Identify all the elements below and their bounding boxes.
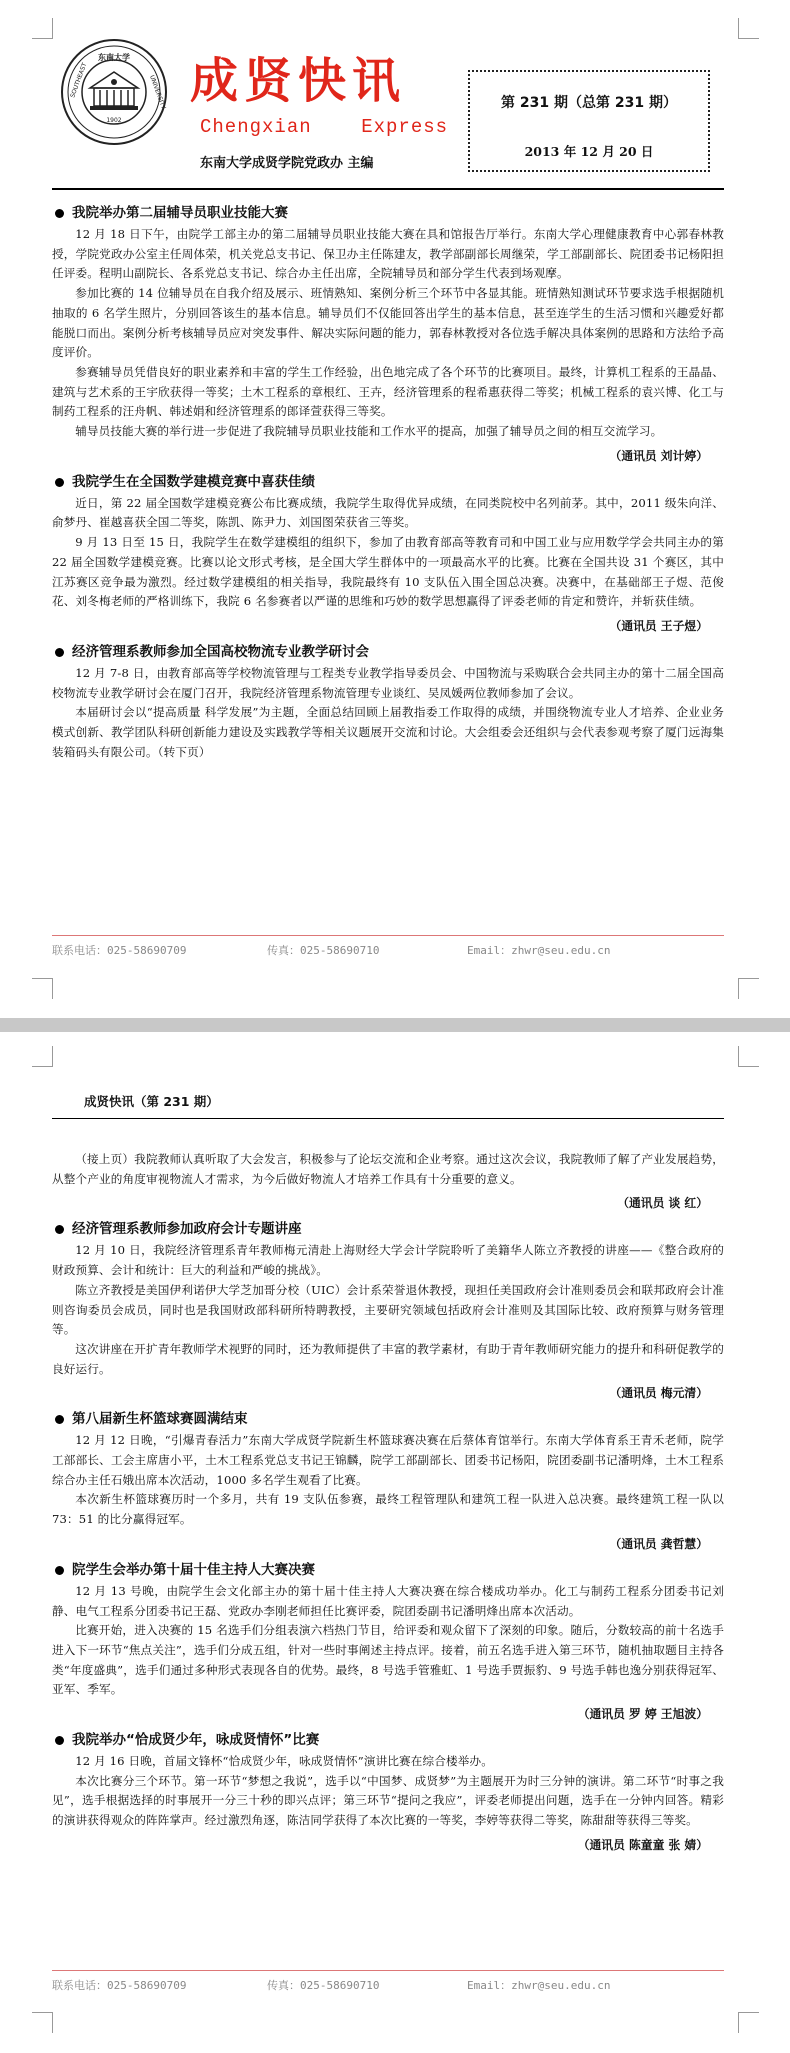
article-byline: （通讯员 刘计婷）: [609, 448, 708, 463]
article-byline: （通讯员 陈童童 张 婧）: [577, 1837, 708, 1852]
svg-text:东南大学: 东南大学: [98, 52, 130, 62]
article-paragraph: 本次新生杯篮球赛历时一个多月，共有 19 支队伍参赛，最终工程管理队和建筑工程一队进入总决赛。最终建筑工程一队以 73：51 的比分赢得冠军。: [52, 1492, 724, 1527]
bullet-icon: [55, 648, 64, 657]
article: [52, 1560, 724, 1725]
footer-rule: [52, 935, 724, 936]
article-paragraph: 12 月 16 日晚，首届文锋杯“恰成贤少年，咏成贤情怀”演讲比赛在综合楼举办。: [75, 1754, 494, 1769]
masthead-rule: [52, 188, 724, 190]
article-title: 我院举办“恰成贤少年，咏成贤情怀”比赛: [52, 1730, 724, 1751]
footer-phone: 联系电话：025-58690709: [52, 944, 187, 957]
article-paragraph: 参赛辅导员凭借良好的职业素养和丰富的学生工作经验，出色地完成了各个环节的比赛项目。最终，计算机工程系的王晶晶、建筑与艺术系的王宇欣获得一等奖；土木工程系的章根红、王卉，经济管理系的程希惠获得二等奖；机械工程系的袁兴博、化工与制药工程系的汪舟帆、韩述娟和经济管理系的郎译萱获得三等奖。: [52, 364, 724, 419]
footer-email: Email：zhwr@seu.edu.cn: [467, 1979, 611, 1992]
svg-text:UNIVERSITY: UNIVERSITY: [148, 74, 167, 111]
footer-fax: 传真：025-58690710: [267, 944, 380, 957]
issue-date: 2013 年 12 月 20 日: [524, 144, 654, 159]
crop-mark: [738, 978, 759, 999]
crop-mark: [738, 18, 759, 39]
article: [52, 1730, 724, 1856]
bullet-icon: [55, 1225, 64, 1234]
editor-dept: 东南大学成贤学院党政办 主编: [200, 156, 374, 171]
bullet-icon: [55, 478, 64, 487]
footer-phone: 联系电话：025-58690709: [52, 1979, 187, 1992]
article: [52, 642, 724, 763]
page-2: [0, 1032, 790, 2053]
article-title: 院学生会举办第十届十佳主持人大赛决赛: [52, 1560, 724, 1581]
article: [52, 203, 724, 467]
article-paragraph: 近日，第 22 届全国数学建模竞赛公布比赛成绩，我院学生取得优异成绩，在同类院校中名列前茅。其中，2011 级朱向洋、俞梦丹、崔越喜获全国二等奖，陈凯、陈尹力、刘国图荣获省三等奖。: [52, 495, 724, 530]
article-title: 第八届新生杯篮球赛圆满结束: [52, 1409, 724, 1430]
header-rule: [52, 1118, 724, 1119]
issue-box: [468, 70, 710, 172]
footer-fax: 传真：025-58690710: [267, 1979, 380, 1992]
article: [52, 472, 724, 637]
article-paragraph: 12 月 7-8 日，由教育部高等学校物流管理与工程类专业教学指导委员会、中国物流与采购联合会共同主办的第十二届全国高校物流专业教学研讨会在厦门召开，我院经济管理系物流管理专业谈红、吴凤媛两位教师参加了会议。: [52, 665, 724, 700]
article-title: 我院学生在全国数学建模竞赛中喜获佳绩: [52, 472, 724, 493]
article-continued: [52, 1150, 724, 1214]
article-paragraph: 本次比赛分三个环节。第一环节“梦想之我说”，选手以“中国梦、成贤梦”为主题展开为时三分钟的演讲。第二环节“时事之我见”，选手根据选择的时事展开一分三十秒的即兴点评；第三环节“提问之我应”，评委老师提出问题，选手在一分钟内回答。精彩的演讲获得观众的阵阵掌声。经过激烈角逐，陈洁同学获得了本次比赛的一等奖，李婷等获得二等奖，陈甜甜等获得三等奖。: [52, 1773, 724, 1828]
article-paragraph: 比赛开始，进入决赛的 15 名选手们分组表演六档热门节目，给评委和观众留下了深刻的印象。随后，分数较高的前十名选手进入下一环节“焦点关注”，选手们分成五组，针对一些时事阐述主持点评。接着，前五名选手进入第三环节，随机抽取题目主持各类“年度盛典”，选手们通过多种形式表现各自的优势。最终，8 号选手管雅虹、1 号选手贾振豹、9 号选手韩也逸分别获得冠军、亚军、季军。: [52, 1623, 724, 1697]
bullet-icon: [55, 1415, 64, 1424]
article-byline: （通讯员 罗 婷 王旭波）: [577, 1707, 708, 1722]
crop-mark: [32, 978, 53, 999]
svg-text:SOUTHEAST: SOUTHEAST: [69, 62, 89, 99]
footer-rule: [52, 1970, 724, 1971]
article: [52, 1219, 724, 1404]
bullet-icon: [55, 1736, 64, 1745]
article-paragraph: （接上页）我院教师认真听取了大会发言，积极参与了论坛交流和企业考察。通过这次会议，我院教师了解了产业发展趋势，从整个产业的角度审视物流人才需求，为今后做好物流人才培养工作具有十分重要的意义。: [52, 1152, 724, 1186]
article-byline: （通讯员 谈 红）: [617, 1196, 708, 1211]
article-title: 我院举办第二届辅导员职业技能大赛: [52, 203, 724, 224]
article-paragraph: 这次讲座在开扩青年教师学术视野的同时，还为教师提供了丰富的教学素材，有助于青年教师研究能力的提升和科研促教学的良好运行。: [52, 1341, 724, 1376]
page-1: [0, 0, 790, 1018]
bullet-icon: [55, 209, 64, 218]
svg-text:1902: 1902: [106, 117, 122, 124]
article: [52, 1409, 724, 1555]
bullet-icon: [55, 1566, 64, 1575]
article-paragraph: 参加比赛的 14 位辅导员在自我介绍及展示、班情熟知、案例分析三个环节中各显其能。班情熟知测试环节要求选手根据随机抽取的 6 名学生照片，分别回答该生的基本信息。辅导员们不仅能回答出学生的基本信息，甚至连学生的生活习惯和兴趣爱好都能脱口而出。案例分析考核辅导员应对突发事件、解决实际问题的能力，郭春林教授对各位选手解决具体案例的思路和方法给予高度评价。: [52, 286, 724, 360]
page-2-content: [52, 1150, 724, 1860]
crop-mark: [738, 1046, 759, 1067]
university-seal-logo: [60, 38, 168, 146]
article-title: 经济管理系教师参加全国高校物流专业教学研讨会: [52, 642, 724, 663]
article-paragraph: 陈立齐教授是美国伊利诺伊大学芝加哥分校（UIC）会计系荣誉退休教授，现担任美国政府会计准则委员会和联邦政府会计准则咨询委员会成员，同时也是我国财政部科研所特聘教授，主要研究领域包括政府会计准则及其国际比较、政府预算与财务管理等。: [52, 1282, 724, 1337]
article-byline: （通讯员 王子煜）: [609, 618, 708, 633]
newsletter-title: 成贤快讯: [190, 53, 407, 109]
article-byline: （通讯员 龚哲慧）: [609, 1536, 708, 1551]
running-header: 成贤快讯（第 231 期）: [84, 1094, 219, 1109]
article-byline: （通讯员 梅元清）: [609, 1386, 708, 1401]
page-footer: [52, 935, 724, 958]
footer-email: Email：zhwr@seu.edu.cn: [467, 944, 611, 957]
article-paragraph: 12 月 13 号晚，由院学生会文化部主办的第十届十佳主持人大赛决赛在综合楼成功举办。化工与制药工程系分团委书记刘静、电气工程系分团委书记王磊、党政办李刚老师担任比赛评委，院团委副书记潘明烽出席本次活动。: [52, 1583, 724, 1618]
crop-mark: [32, 2012, 53, 2033]
crop-mark: [32, 1046, 53, 1067]
article-paragraph: 辅导员技能大赛的举行进一步促进了我院辅导员职业技能和工作水平的提高，加强了辅导员之间的相互交流学习。: [75, 424, 663, 439]
page-footer: [52, 1970, 724, 1993]
article-paragraph: 9 月 13 日至 15 日，我院学生在数学建模组的组织下，参加了由教育部高等教育司和中国工业与应用数学学会共同主办的第 22 届全国数学建模竞赛。比赛以论文形式考核，是全国大学生群体中的一项最高水平的比赛。比赛在全国共设 31 个赛区，其中江苏赛区竞争最为激烈。经过数学建模组的相关指导，我院最终有 10 支队伍入围全国总决赛。决赛中，在基础部王子煜、范俊花、刘冬梅老师的严格训练下，我院 6 名参赛者以严谨的思维和巧妙的数学思想赢得了评委老师的肯定和赞许，并斩获佳绩。: [52, 535, 724, 609]
article-paragraph: 12 月 10 日，我院经济管理系青年教师梅元清赴上海财经大学会计学院聆听了美籍华人陈立齐教授的讲座——《整合政府的财政预算、会计和统计：巨大的利益和严峻的挑战》。: [52, 1243, 724, 1278]
article-paragraph: 12 月 12 日晚，“引爆青春活力”东南大学成贤学院新生杯篮球赛决赛在后蔡体育馆举行。东南大学体育系王青禾老师，院学工部部长、工会主席唐小平，土木工程系党总支书记王锦麟，院学工部副部长、团委书记杨阳，院团委副书记潘明烽，土木工程系综合办主任石娥出席本次活动，1000 多名学生观看了比赛。: [52, 1433, 724, 1487]
issue-number: 第 231 期（总第 231 期）: [501, 95, 677, 111]
page-1-content: [52, 198, 724, 762]
crop-mark: [738, 2012, 759, 2033]
newsletter-subtitle: Chengxian Express: [200, 116, 449, 138]
crop-mark: [32, 18, 53, 39]
article-paragraph: 12 月 18 日下午，由院学工部主办的第二届辅导员职业技能大赛在具和馆报告厅举行。东南大学心理健康教育中心郭春林教授，学院党政办公室主任周体荣，机关党总支书记、保卫办主任陈建友，教学部副部长周继荣，学工部副部长、院团委书记杨阳担任评委。程明山副院长、各系党总支书记、综合办主任出席，全院辅导员和部分学生代表到场观摩。: [52, 227, 724, 281]
article-paragraph: 本届研讨会以“提高质量 科学发展”为主题，全面总结回顾上届教指委工作取得的成绩，并围绕物流专业人才培养、企业业务模式创新、教学团队科研创新能力建设及实践教学等相关议题展开交流和讨论。大会组委会还组织与会代表参观考察了厦门远海集装箱码头有限公司。（转下页）: [52, 705, 724, 759]
article-title: 经济管理系教师参加政府会计专题讲座: [52, 1219, 724, 1240]
